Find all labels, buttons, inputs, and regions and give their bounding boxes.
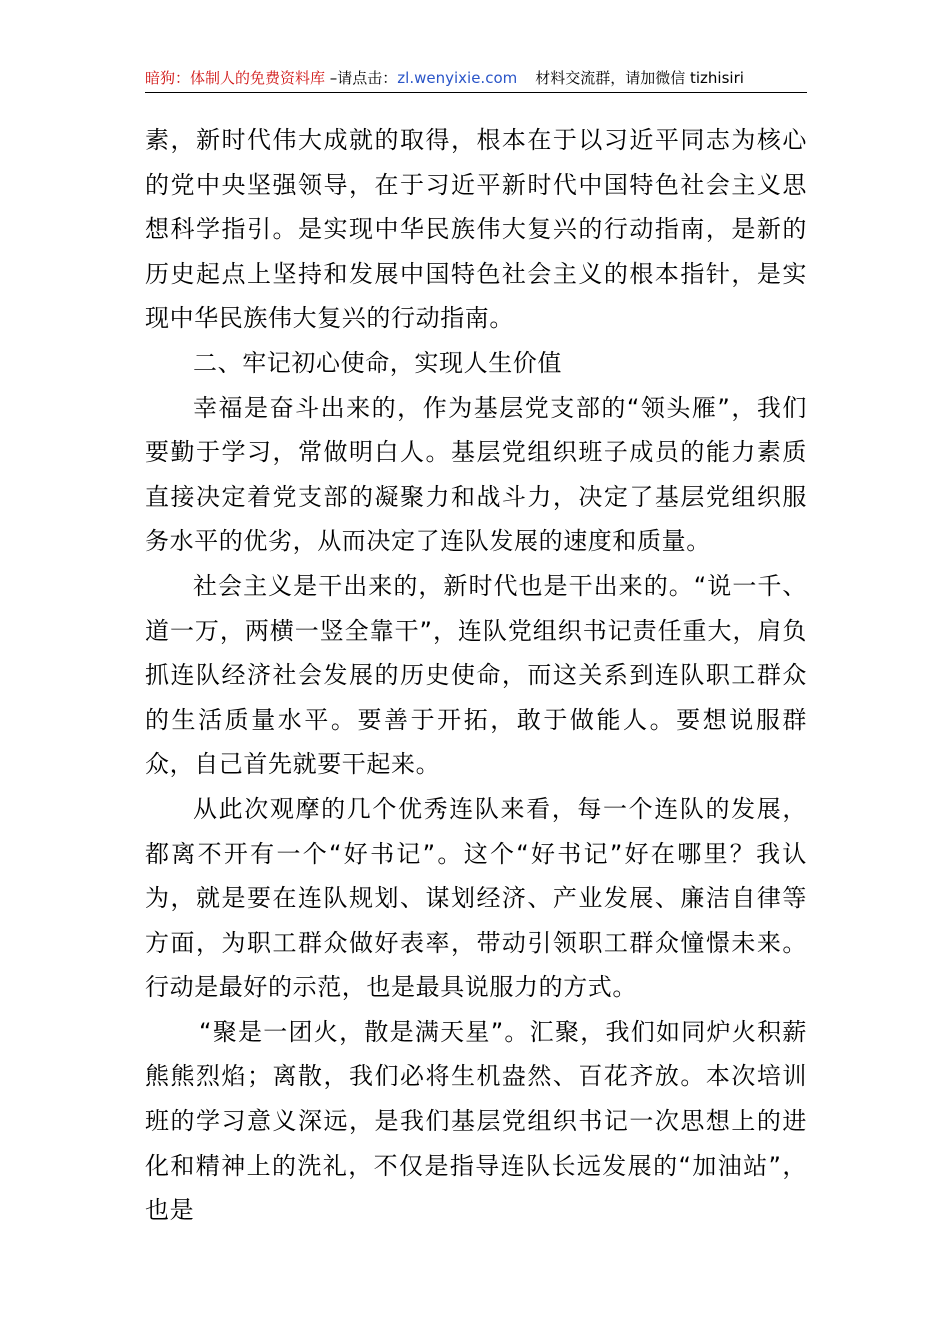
header-link[interactable]: zl.wenyixie.com [397,69,518,87]
section-heading: 二、牢记初心使命，实现人生价值 [193,348,562,377]
paragraph-continued: 素，新时代伟大成就的取得，根本在于以习近平同志为核心的党中央坚强领导，在于习近平新时代中国特色社会主义思想科学指引。是实现中华民族伟大复兴的行动指南，是新的历史起点上坚持和发展中国特色社会主义的根本指针，是实现中华民族伟大复兴的行动指南。 [145,126,807,333]
document-body [145,118,807,1233]
paragraph: 从此次观摩的几个优秀连队来看，每一个连队的发展，都离不开有一个“好书记”。这个“好书记”好在哪里？我认为，就是要在连队规划、谋划经济、产业发展、廉洁自律等方面，为职工群众做好表率，带动引领职工群众憧憬未来。行动是最好的示范，也是最具说服力的方式。 [145,794,807,1002]
header-group-note: 材料交流群，请加微信 tizhisiri [535,69,744,87]
header-click-prefix: –请点击： [325,69,398,87]
paragraph: 幸福是奋斗出来的，作为基层党支部的“领头雁”，我们要勤于学习，常做明白人。基层党组织班子成员的能力素质直接决定着党支部的凝聚力和战斗力，决定了基层党组织服务水平的优劣，从而决定了连队发展的速度和质量。 [145,393,807,556]
paragraph: 社会主义是干出来的，新时代也是干出来的。“说一千、道一万，两横一竖全靠干”，连队党组织书记责任重大，肩负抓连队经济社会发展的历史使命，而这关系到连队职工群众的生活质量水平。要善于开拓，敢于做能人。要想说服群众，自己首先就要干起来。 [145,571,807,779]
page-header [145,66,807,93]
paragraph: “聚是一团火，散是满天星”。汇聚，我们如同炉火积薪熊熊烈焰；离散，我们必将生机盎然、百花齐放。本次培训班的学习意义深远，是我们基层党组织书记一次思想上的进化和精神上的洗礼，不仅是指导连队长远发展的“加油站”，也是 [145,1017,807,1225]
header-brand: 暗狗：体制人的免费资料库 [145,69,326,87]
